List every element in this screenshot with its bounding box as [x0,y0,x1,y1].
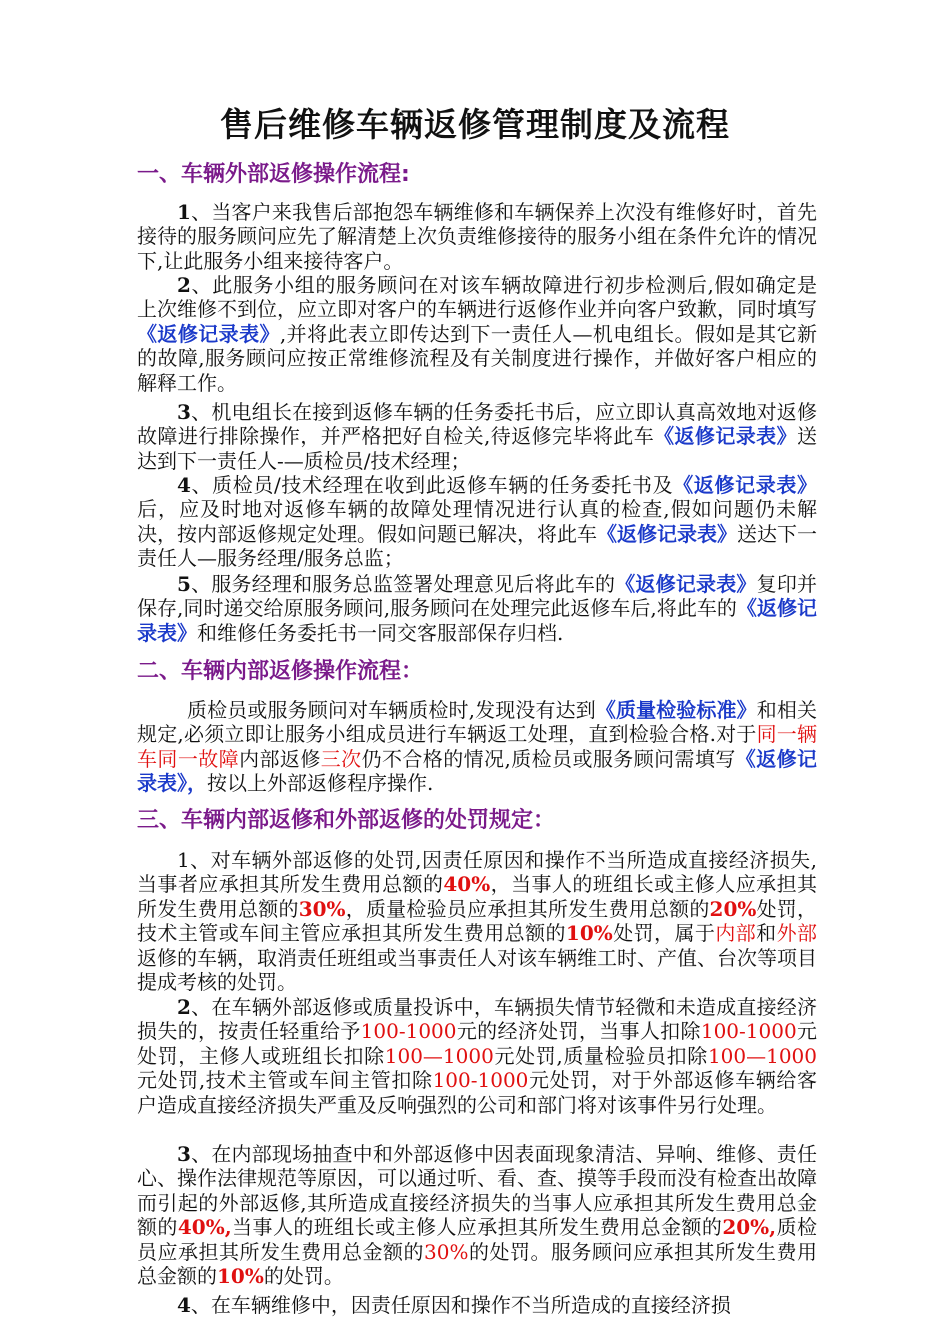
paragraph-text: 处罚，属于 [612,921,716,946]
paragraph-text: 元处罚，主修人或班组长扣除 [137,1019,818,1068]
section-2-paragraph-1 [137,698,817,796]
percentage-value: 20%, [722,1215,777,1240]
section-3-paragraph-1 [137,848,817,994]
paragraph-text: 质检员应承担其所发生费用总金额的 [137,1215,818,1264]
paragraph-text: 、在车辆外部返修或质量投诉中，车辆损失情节轻微和未造成直接经济损失的，按责任轻重给予 [137,995,817,1044]
amount-range: 100-1000 [360,1019,457,1044]
paragraph-text: 送达到下一责任人-—质检员/技术经理； [137,424,818,473]
paragraph-text: 内部返修 [239,746,321,771]
amount-range: 100—1000 [384,1043,494,1068]
item-number: 4 [177,1293,191,1317]
item-number: 3 [177,400,191,424]
paragraph-text: 复印并保存,同时递交给原服务顾问,服务顾问在处理完此返修车后,将此车的 [137,572,818,621]
percentage-value: 40%, [177,1215,232,1240]
item-number: 4 [177,473,191,497]
paragraph-text: 当事人的班组长或主修人应承担其所发生费用总金额的 [231,1215,723,1240]
paragraph-text: 1、对车辆外部返修的处罚,因责任原因和操作不当所造成直接经济损失,当事者应承担其所发生费用总额的 [137,848,817,897]
paragraph-text: 元处罚,质量检验员扣除 [493,1043,708,1068]
section-1-paragraph-3 [137,400,817,473]
percentage-value: 30% [424,1239,469,1264]
section-2-heading: 二、车辆内部返修操作流程： [137,659,424,684]
highlight-text: 外部 [776,921,818,946]
section-1-paragraph-4 [137,473,817,571]
section-3-paragraph-2 [137,995,817,1117]
item-number: 1 [177,200,191,224]
amount-range: 100-1000 [432,1068,529,1093]
paragraph-text: 后，应及时地对返修车辆的故障处理情况进行认真的检查,假如问题仍未解决，按内部返修规定处理。假如问题已解决，将此车 [137,497,817,546]
form-reference: 《返修记录表》 [654,424,798,449]
paragraph-text: 元处罚,技术主管或车间主管扣除 [137,1068,433,1093]
paragraph-text: 的处罚。服务顾问应承担其所发生费用总金额的 [137,1239,818,1289]
highlight-text: 同一辆车同一故障 [137,722,818,771]
paragraph-text: 、机电组长在接到返修车辆的任务委托书后，应立即认真高效地对返修故障进行排除操作，并严格把好自检关,待返修完毕将此车 [137,400,817,449]
form-reference: 《返修记录表》 [137,321,280,346]
paragraph-text: 送达下一责任人—服务经理/服务总监； [137,521,817,571]
paragraph-text: 元处罚，对于外部返修车辆给客户造成直接经济损失严重及反响强烈的公司和部门将对该事件另行处理。 [137,1068,817,1117]
paragraph-text: ，当事人的班组长或主修人应承担其所发生费用总额的 [137,872,818,921]
paragraph-text: 的处罚。 [263,1264,344,1289]
section-3-paragraph-3 [137,1142,817,1288]
paragraph-text: 、在内部现场抽查中和外部返修中因表面现象清洁、异响、维修、责任心、操作法律规范等原因，可以通过听、看、查、摸等手段而没有检查出故障而引起的外部返修,其所造成直接经济损失的当事人应承担其所发生费用总金额的 [137,1142,817,1240]
highlight-text: 三次 [320,746,362,771]
form-reference: 《返修记录表》， [137,746,818,796]
percentage-value: 40% [443,872,491,897]
paragraph-text: 和维修任务委托书一同交客服部保存归档. [197,620,564,645]
form-reference: 《返修记录表》 [615,572,757,596]
percentage-value: 10% [217,1264,264,1289]
percentage-value: 20% [709,896,757,921]
item-number: 2 [177,995,191,1019]
standard-reference: 《质量检验标准》 [595,698,757,722]
paragraph-text: 元的经济处罚，当事人扣除 [456,1019,701,1044]
section-1-heading: 一、车辆外部返修操作流程: [137,162,410,187]
percentage-value: 10% [565,921,613,946]
form-reference: 《返修记录表》 [673,473,817,497]
section-1-paragraph-2 [137,273,817,395]
paragraph-text: 仍不合格的情况,质检员或服务顾问需填写 [361,746,736,771]
paragraph-text: 、在车辆维修中，因责任原因和操作不当所造成的直接经济损 [190,1293,731,1317]
percentage-value: 30% [298,896,346,921]
paragraph-text: 和相关规定,必须立即让服务小组成员进行车辆返工处理，直到检验合格.对于 [137,698,818,747]
paragraph-text: 质检员或服务顾问对车辆质检时,发现没有达到 [187,698,596,722]
form-reference: 《返修记录表》 [137,596,818,645]
paragraph-text: 和 [756,921,777,946]
section-3-heading: 三、车辆内部返修和外部返修的处罚规定： [137,808,556,833]
paragraph-text: 、质检员/技术经理在收到此返修车辆的任务委托书及 [190,473,674,497]
paragraph-text: 处罚，技术主管或车间主管应承担其所发生费用总额的 [137,896,818,946]
paragraph-text: ,并将此表立即传达到下一责任人—机电组长。假如是其它新的故障,服务顾问应按正常维修流程及有关制度进行操作，并做好客户相应的解释工作。 [137,321,818,395]
paragraph-text: ，质量检验员应承担其所发生费用总额的 [345,896,710,921]
paragraph-text: 、当客户来我售后部抱怨车辆维修和车辆保养上次没有维修好时，首先接待的服务顾问应先了解清楚上次负责维修接待的服务小组在条件允许的情况下,让此服务小组来接待客户。 [137,200,817,273]
section-1-paragraph-1 [137,200,817,273]
paragraph-text: 、此服务小组的服务顾问在对该车辆故障进行初步检测后,假如确定是上次维修不到位，应立即对客户的车辆进行返修作业并向客户致歉，同时填写 [137,273,817,322]
section-1-paragraph-5 [137,572,817,645]
paragraph-text: 按以上外部返修程序操作. [207,771,434,796]
paragraph-text: 返修的车辆，取消责任班组或当事责任人对该车辆维工时、产值、台次等项目提成考核的处罚。 [137,945,817,995]
paragraph-text: 、服务经理和服务总监签署处理意见后将此车的 [190,572,616,596]
highlight-text: 内部 [715,921,757,946]
document-title: 售后维修车辆返修管理制度及流程 [220,105,730,144]
amount-range: 100—1000 [707,1043,818,1068]
item-number: 3 [177,1142,191,1166]
form-reference: 《返修记录表》 [597,521,737,546]
item-number: 2 [177,273,191,297]
item-number: 5 [177,572,191,596]
section-3-paragraph-4 [137,1293,817,1317]
amount-range: 100-1000 [700,1019,797,1044]
